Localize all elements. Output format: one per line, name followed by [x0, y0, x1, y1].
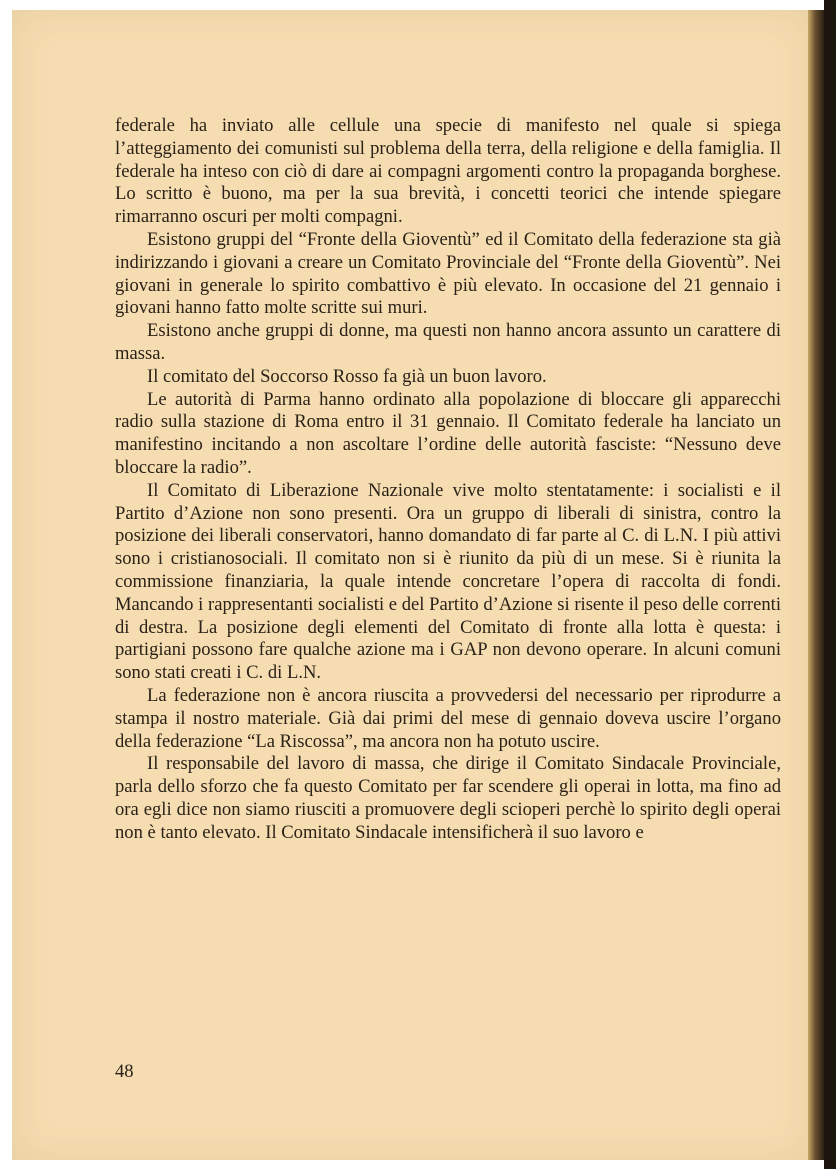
- paragraph-fronte-gioventu: Esistono gruppi del “Fronte della Gioventù” ed il Comitato della federazione sta già indirizzando i giovani a creare un Comitato Provinciale del “Fronte della Gioventù”. Nei giovani in generale lo spirito combattivo è più elevato. In occasione del 21 gennaio i giovani hanno fatto molte scritte sui muri.: [115, 228, 781, 319]
- book-binding-edge: [824, 0, 836, 1169]
- paragraph-autorita-parma: Le autorità di Parma hanno ordinato alla popolazione di bloccare gli apparecchi radio sulla stazione di Roma entro il 31 gennaio. Il Comitato federale ha lanciato un manifestino incitando a non ascoltare l’ordine delle autorità fasciste: “Nessuno deve bloccare la radio”.: [115, 388, 781, 478]
- paragraph-stampa-materiale: La federazione non è ancora riuscita a provvedersi del necessario per riprodurre a stampa il nostro materiale. Già dai primi del mese di gennaio doveva uscire l’organo della federazione “La Riscossa”, ma ancora non ha potuto uscire.: [115, 684, 781, 752]
- paragraph-gruppi-donne: Esistono anche gruppi di donne, ma questi non hanno ancora assunto un carattere di massa.: [115, 320, 781, 364]
- body-text: [115, 115, 781, 845]
- page-number: 48: [115, 1061, 134, 1082]
- book-spine-shadow: [808, 10, 824, 1160]
- paragraph-comitato-liberazione: Il Comitato di Liberazione Nazionale vive molto stentatamente: i socialisti e il Partito d’Azione non sono presenti. Ora un gruppo di liberali di sinistra, contro la posizione dei liberali conservatori, hanno domandato di far parte al C. di L.N. I più attivi sono i cristianosociali. Il comitato non si è riunito da più di un mese. Si è riunita la commissione finanziaria, la quale intende concretare l’opera di raccolta di fondi. Mancando i rappresentanti socialisti e del Partito d’Azione si risente il peso delle correnti di destra. La posizione degli elementi del Comitato di fronte alla lotta è questa: i partigiani possono fare qualche azione ma i GAP non devono operare. In alcuni comuni sono stati creati i C. di L.N.: [115, 479, 781, 684]
- paragraph-soccorso-rosso: Il comitato del Soccorso Rosso fa già un buon lavoro.: [147, 365, 547, 387]
- paragraph-continuation: federale ha inviato alle cellule una specie di manifesto nel quale si spiega l’atteggiamento dei comunisti sul problema della terra, della religione e della famiglia. Il federale ha inteso con ciò di dare ai compagni argomenti contro la propaganda borghese. Lo scritto è buono, ma per la sua brevità, i concetti teorici che intende spiegare rimarranno oscuri per molti compagni.: [115, 115, 781, 228]
- paragraph-lavoro-di-massa: Il responsabile del lavoro di massa, che dirige il Comitato Sindacale Provinciale, parla dello sforzo che fa questo Comitato per far scendere gli operai in lotta, ma fino ad ora egli dice non siamo riusciti a promuovere degli scioperi perchè lo spirito degli operai non è tanto elevato. Il Comitato Sindacale intensificherà il suo lavoro e: [115, 753, 781, 843]
